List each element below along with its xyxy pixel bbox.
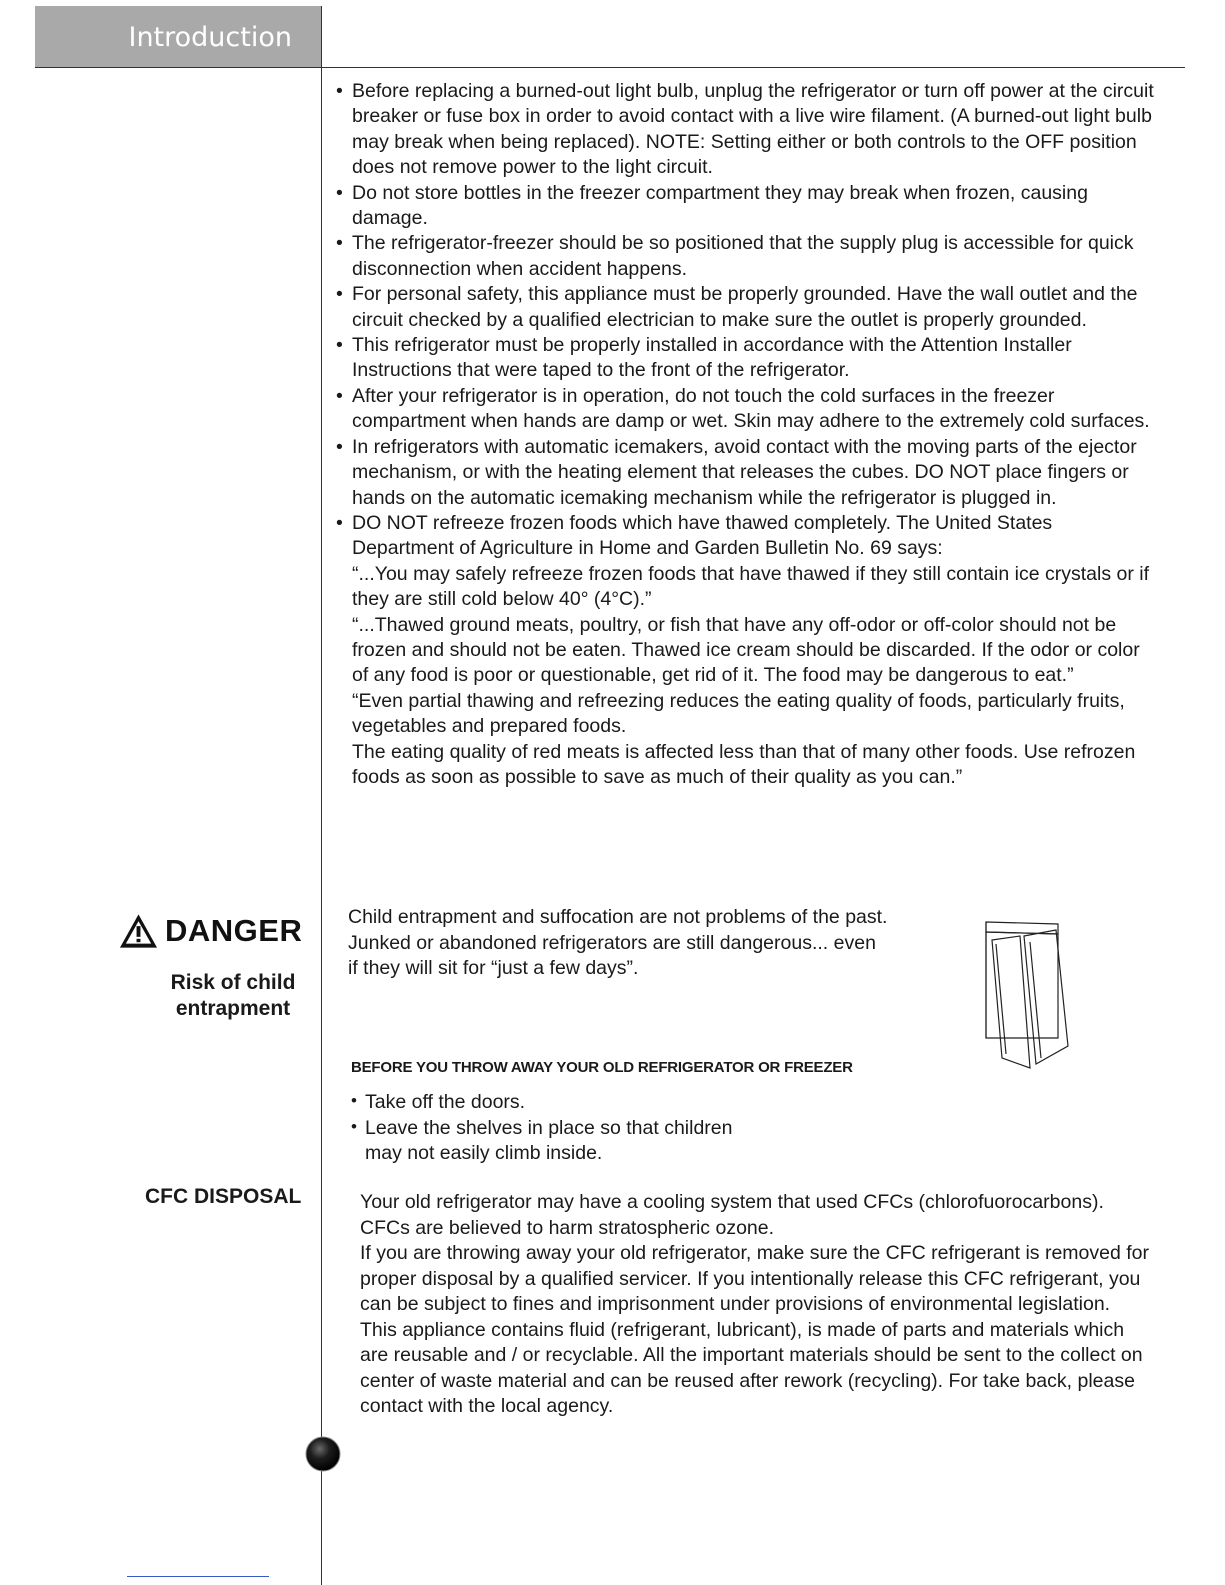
cfc-paragraph: Your old refrigerator may have a cooling system that used CFCs (chlorofuorocarbons). CFCs are believed to harm stratospheric ozone. (360, 1191, 1104, 1239)
header-divider (35, 67, 1185, 68)
refreeze-quote: “...Thawed ground meats, poultry, or fish that have any off-odor or off-color should not be frozen and should not be eaten. Thawed ice cream should be discarded. If the odor or color of any food is poor or questionable, get rid of it. The food may be dangerous to eat.” (352, 613, 1140, 687)
danger-description: Child entrapment and suffocation are not problems of the past. Junked or abandoned refrigerators are still dangerous... even if they will sit for “just a few days”. (348, 906, 888, 979)
section-title: Introduction (128, 22, 292, 53)
danger-subtitle: Risk of child entrapment (170, 971, 296, 1020)
section-header-tab (35, 6, 322, 68)
side-by-side-refrigerator-icon (984, 920, 1084, 1072)
danger-label: DANGER (165, 913, 303, 948)
list-item: • Take off the doors. (351, 1091, 526, 1113)
list-item: • After your refrigerator is in operation, do not touch the cold surfaces in the freezer compartment when hands are damp or wet. Skin may adhere to the extremely cold surfaces. (336, 384, 1150, 433)
disposal-steps-list (351, 1090, 771, 1167)
danger-heading (119, 911, 309, 951)
safety-instructions-list (336, 79, 1156, 790)
refreeze-quote: “Even partial thawing and refreezing reduces the eating quality of foods, particularly fruits, vegetables and prepared foods. (352, 689, 1125, 738)
cfc-paragraph: If you are throwing away your old refrigerator, make sure the CFC refrigerant is removed for proper disposal by a qualified servicer. If you intentionally release this CFC refrigerant, you can be subject to fines and imprisonment under provisions of environmental legislation. (360, 1242, 1149, 1315)
list-item: • In refrigerators with automatic icemakers, avoid contact with the moving parts of the ejector mechanism, or with the heating element that releases the cubes. DO NOT place fingers or hands on the automatic icemaking mechanism while the refrigerator is plugged in. (336, 435, 1137, 509)
list-item: • This refrigerator must be properly installed in accordance with the Attention Installer Instructions that were taped to the front of the refrigerator. (336, 334, 1072, 382)
list-item: • Before replacing a burned-out light bulb, unplug the refrigerator or turn off power at the circuit breaker or fuse box in order to avoid contact with a live wire filament. (A burned-out light bulb may break when being replaced). NOTE: Setting either or both controls to the OFF position does not remove power to the light circuit. (336, 80, 1154, 179)
refreeze-intro: DO NOT refreeze frozen foods which have thawed completely. The United States Department of Agriculture in Home and Garden Bulletin No. 69 says: (352, 511, 1053, 560)
before-disposal-heading: BEFORE YOU THROW AWAY YOUR OLD REFRIGERATOR OR FREEZER (351, 1059, 853, 1076)
list-item: • Do not store bottles in the freezer compartment they may break when frozen, causing damage. (336, 181, 1088, 230)
warning-triangle-icon (119, 913, 158, 949)
list-item: • Leave the shelves in place so that children may not easily climb inside. (351, 1116, 733, 1164)
column-divider (321, 6, 322, 1585)
refreeze-quote: The eating quality of red meats is affected less than that of many other foods. Use refrozen foods as soon as possible to save as much of their quality as you can.” (352, 740, 1136, 788)
list-item: • The refrigerator-freezer should be so positioned that the supply plug is accessible for quick disconnection when accident happens. (336, 232, 1134, 280)
cfc-disposal-text (360, 1190, 1150, 1420)
list-item: • For personal safety, this appliance must be properly grounded. Have the wall outlet and the circuit checked by a qualified electrician to make sure the outlet is properly grounded. (336, 283, 1138, 331)
refreeze-quote: “...You may safely refreeze frozen foods that have thawed if they still contain ice crystals or if they are still cold below 40° (4°C).” (352, 562, 1149, 611)
cfc-disposal-heading: CFC DISPOSAL (145, 1185, 302, 1208)
footer-link-underline (127, 1576, 269, 1577)
page-marker-dot-icon (305, 1436, 341, 1472)
list-item-refreeze: • DO NOT refreeze frozen foods which have thawed completely. The United States Department of Agriculture in Home and Garden Bulletin No. 69 says: “...You may safely refreeze frozen foods that have thawed if they still contain ice crystals or if they are still cold below 40° (4°C).” “...Thawed ground meats, poultry, or fish that have any off-odor or off-color should not be frozen and should not be eaten. Thawed ice cream should be discarded. If the odor or color of any food is poor or questionable, get rid of it. The food may be dangerous to eat.” “Even partial thawing and refreezing reduces the eating quality of foods, particularly fruits, vegetables and prepared foods. The eating quality of red meats is affected less than that of many other foods. Use refrozen foods as soon as possible to save as much of their quality as you can.” (336, 511, 1156, 790)
cfc-paragraph: This appliance contains fluid (refrigerant, lubricant), is made of parts and materials which are reusable and / or recyclable. All the important materials should be sent to the collect on center of waste material and can be reused after rework (recycling). For take back, please contact with the local agency. (360, 1318, 1143, 1417)
